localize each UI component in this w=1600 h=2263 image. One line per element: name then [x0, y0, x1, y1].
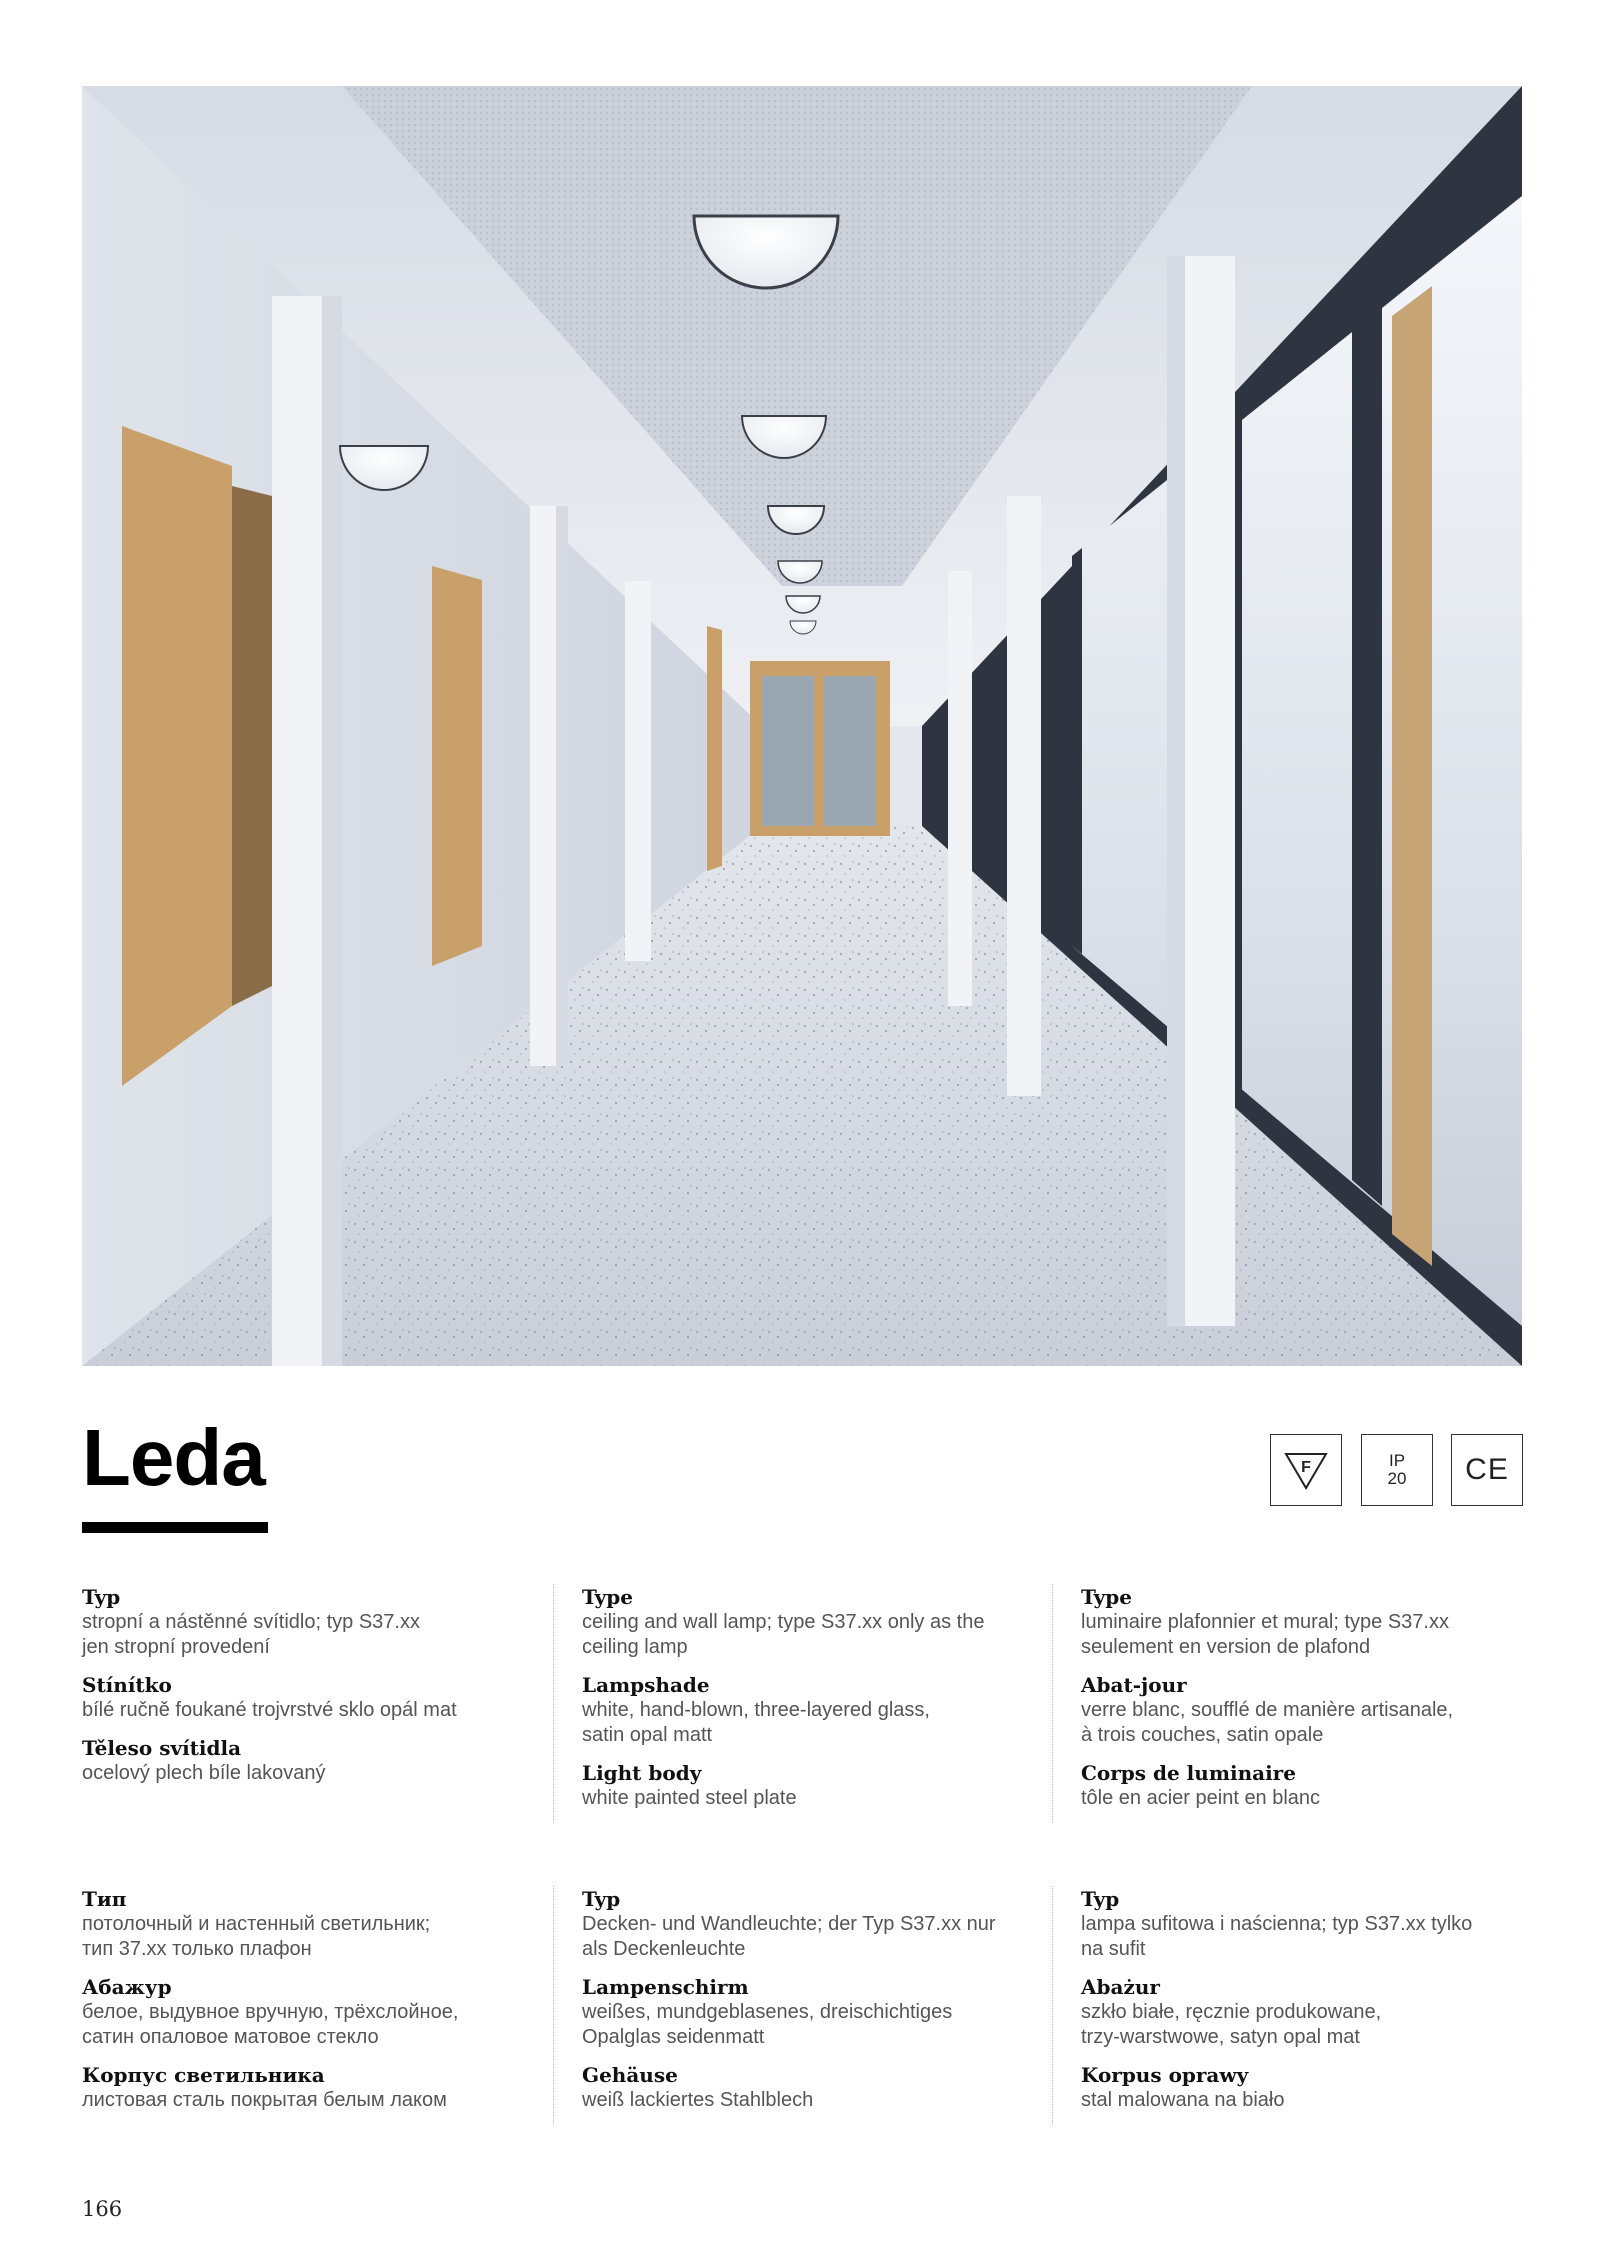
spec-column: [82, 1584, 552, 1798]
spec-heading: Корпус светильника: [82, 2063, 325, 2087]
f-mark-icon: [1270, 1434, 1342, 1506]
spec-item: [1081, 1974, 1522, 2050]
spec-heading: Lampenschirm: [582, 1975, 749, 1999]
spec-text: luminaire plafonnier et mural; type S37.xx: [1081, 1611, 1449, 1633]
spec-text: stropní a nástěnné svítidlo; typ S37.xx: [82, 1611, 420, 1633]
spec-heading: Gehäuse: [582, 2063, 678, 2087]
spec-column: [553, 1584, 1023, 1823]
spec-text: white painted steel plate: [582, 1787, 797, 1809]
spec-item: [1081, 1760, 1522, 1811]
spec-item: [82, 1886, 552, 1962]
spec-text: satin opal matt: [582, 1724, 713, 1746]
ce-mark-text: CE: [1465, 1453, 1509, 1486]
spec-item: [1081, 1886, 1522, 1962]
spec-text: szkło białe, ręcznie produkowane,: [1081, 2001, 1382, 2023]
spec-item: [1081, 1672, 1522, 1748]
spec-text: jen stropní provedení: [82, 1636, 270, 1658]
spec-text: потолочный и настенный светильник;: [82, 1913, 431, 1935]
spec-item: [82, 1735, 552, 1786]
spec-item: [82, 1974, 552, 2050]
spec-text: lampa sufitowa i naścienna; typ S37.xx tylko: [1081, 1913, 1473, 1935]
ce-mark-icon: [1451, 1434, 1523, 1506]
spec-text: tôle en acier peint en blanc: [1081, 1787, 1321, 1809]
spec-heading: Abat-jour: [1081, 1673, 1187, 1697]
corridor-illustration: [82, 86, 1522, 1366]
spec-text: stal malowana na biało: [1081, 2089, 1285, 2111]
spec-item: [82, 1672, 552, 1723]
spec-item: [582, 1672, 1023, 1748]
spec-text: na sufit: [1081, 1938, 1146, 1960]
spec-text: ceiling lamp: [582, 1636, 688, 1658]
page-number: 166: [82, 2197, 123, 2221]
spec-text: weißes, mundgeblasenes, dreischichtiges: [582, 2001, 953, 2023]
spec-text: verre blanc, soufflé de manière artisanale,: [1081, 1699, 1454, 1721]
spec-heading: Абажур: [82, 1975, 172, 1999]
hero-photo: [82, 86, 1522, 1366]
spec-text: white, hand-blown, three-layered glass,: [582, 1699, 930, 1721]
spec-text: сатин опаловое матовое стекло: [82, 2026, 379, 2048]
spec-item: [82, 2062, 552, 2113]
spec-column: [1052, 1886, 1522, 2125]
spec-item: [582, 1974, 1023, 2050]
spec-item: [1081, 1584, 1522, 1660]
spec-text: à trois couches, satin opale: [1081, 1724, 1324, 1746]
spec-heading: Type: [1081, 1585, 1133, 1609]
spec-heading: Type: [582, 1585, 634, 1609]
spec-heading: Corps de luminaire: [1081, 1761, 1296, 1785]
spec-text: ceiling and wall lamp; type S37.xx only as the: [582, 1611, 985, 1633]
spec-heading: Typ: [1081, 1887, 1120, 1911]
spec-heading: Korpus oprawy: [1081, 2063, 1249, 2087]
ip-label: IP: [1388, 1451, 1406, 1470]
spec-text: bílé ručně foukané trojvrstvé sklo opál mat: [82, 1699, 457, 1721]
spec-item: [582, 2062, 1023, 2113]
spec-text: листовая сталь покрытая белым лаком: [82, 2089, 447, 2111]
spec-item: [1081, 2062, 1522, 2113]
spec-text: ocelový plech bíle lakovaný: [82, 1762, 326, 1784]
spec-heading: Typ: [82, 1585, 121, 1609]
spec-item: [582, 1760, 1023, 1811]
spec-column: [553, 1886, 1023, 2125]
spec-text: белое, выдувное вручную, трёхслойное,: [82, 2001, 459, 2023]
product-title: Leda: [82, 1413, 265, 1502]
spec-heading: Lampshade: [582, 1673, 710, 1697]
spec-text: тип 37.xx только плафон: [82, 1938, 312, 1960]
spec-text: trzy-warstwowe, satyn opal mat: [1081, 2026, 1360, 2048]
spec-item: [82, 1584, 552, 1660]
f-mark-letter: F: [1301, 1459, 1311, 1476]
f-mark-triangle-icon: [1282, 1448, 1330, 1492]
spec-heading: Typ: [582, 1887, 621, 1911]
title-underline: [82, 1522, 268, 1533]
spec-column: [82, 1886, 552, 2125]
spec-heading: Stínítko: [82, 1673, 172, 1697]
spec-item: [582, 1886, 1023, 1962]
spec-heading: Těleso svítidla: [82, 1736, 242, 1760]
spec-column: [1052, 1584, 1522, 1823]
spec-text: weiß lackiertes Stahlblech: [582, 2089, 814, 2111]
spec-item: [582, 1584, 1023, 1660]
spec-heading: Abażur: [1081, 1975, 1160, 1999]
spec-heading: Тип: [82, 1887, 127, 1911]
ip-value: 20: [1387, 1469, 1407, 1488]
spec-text: Opalglas seidenmatt: [582, 2026, 765, 2048]
spec-text: seulement en version de plafond: [1081, 1636, 1371, 1658]
spec-text: Decken- und Wandleuchte; der Typ S37.xx nur: [582, 1913, 996, 1935]
spec-text: als Deckenleuchte: [582, 1938, 746, 1960]
spec-heading: Light body: [582, 1761, 702, 1785]
ip-rating-icon: [1361, 1434, 1433, 1506]
